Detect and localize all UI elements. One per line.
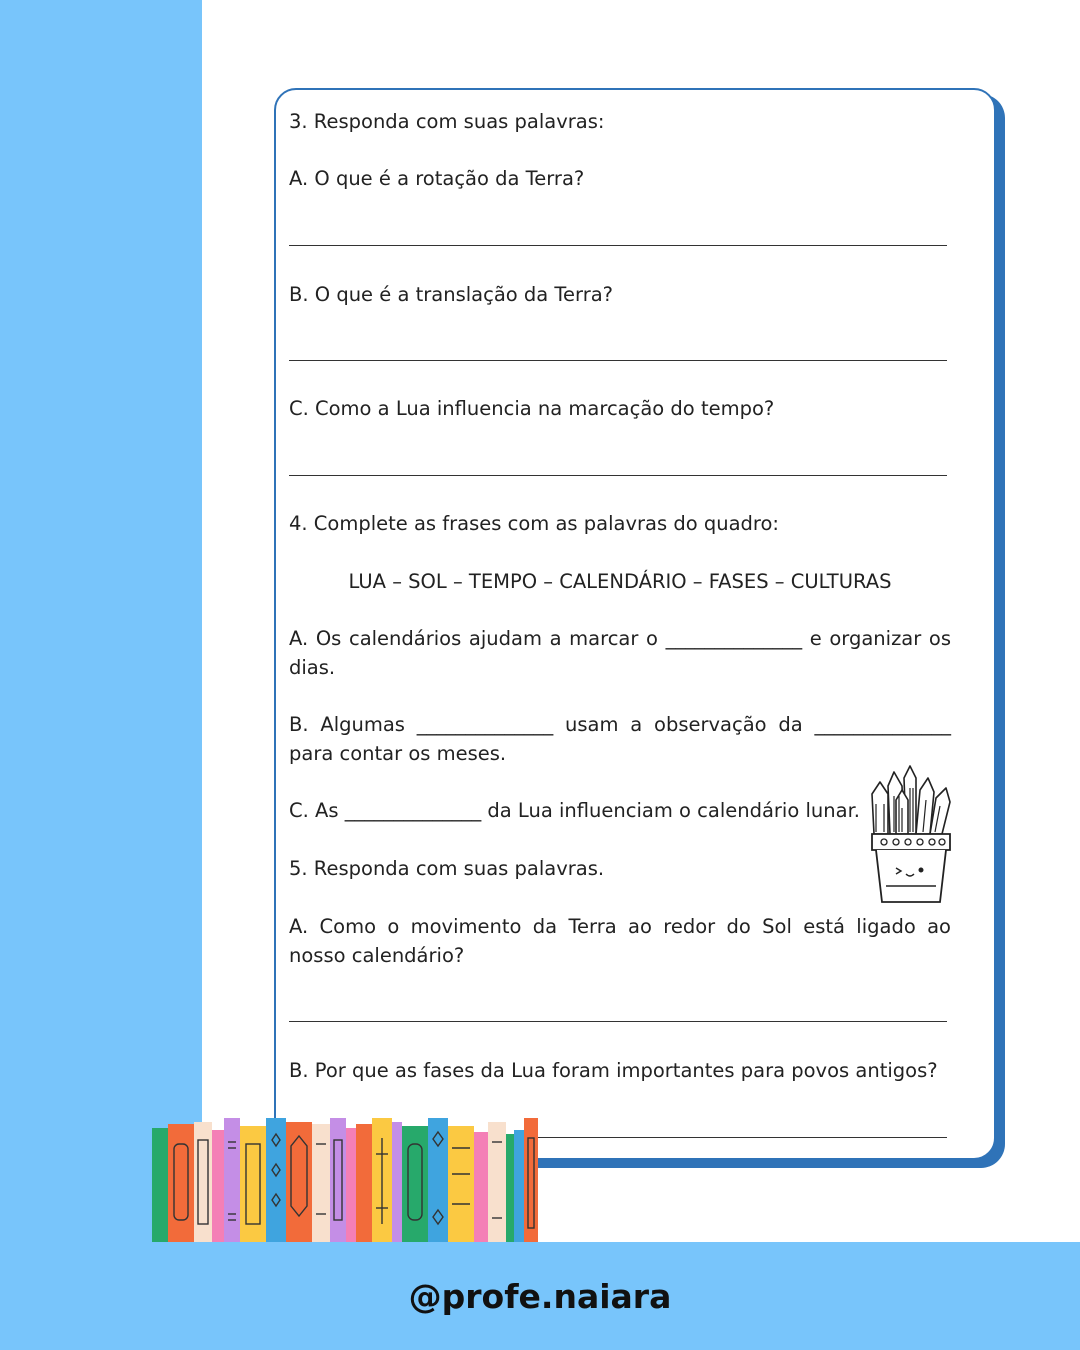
answer-line-5a[interactable] [289, 1021, 947, 1022]
answer-line-3c[interactable] [289, 475, 947, 476]
question-5a: A. Como o movimento da Terra ao redor do Sol está ligado ao nosso calendário? [289, 915, 951, 967]
question-3b: B. O que é a translação da Terra? [289, 283, 614, 306]
question-3-title: 3. Responda com suas palavras: [289, 110, 605, 133]
question-5-title: 5. Responda com suas palavras. [289, 857, 605, 880]
question-4b: B. Algumas ______________ usam a observação da ______________ para contar os meses. [289, 713, 951, 765]
question-3c: C. Como a Lua influencia na marcação do tempo? [289, 397, 775, 420]
instagram-handle[interactable]: @profe.naiara [408, 1276, 672, 1316]
question-4-title: 4. Complete as frases com as palavras do quadro: [289, 512, 780, 535]
question-4a: A. Os calendários ajudam a marcar o ______________ e organizar os dias. [289, 627, 951, 679]
answer-line-3b[interactable] [289, 360, 947, 361]
answer-line-3a[interactable] [289, 245, 947, 246]
question-4c: C. As ______________ da Lua influenciam o calendário lunar. [289, 799, 860, 822]
word-bank: LUA – SOL – TEMPO – CALENDÁRIO – FASES – CULTURAS [348, 570, 892, 593]
pencil-cup-icon [866, 764, 956, 906]
question-5b: B. Por que as fases da Lua foram importantes para povos antigos? [289, 1059, 938, 1082]
books-row-icon [150, 1114, 542, 1244]
question-3a: A. O que é a rotação da Terra? [289, 167, 585, 190]
